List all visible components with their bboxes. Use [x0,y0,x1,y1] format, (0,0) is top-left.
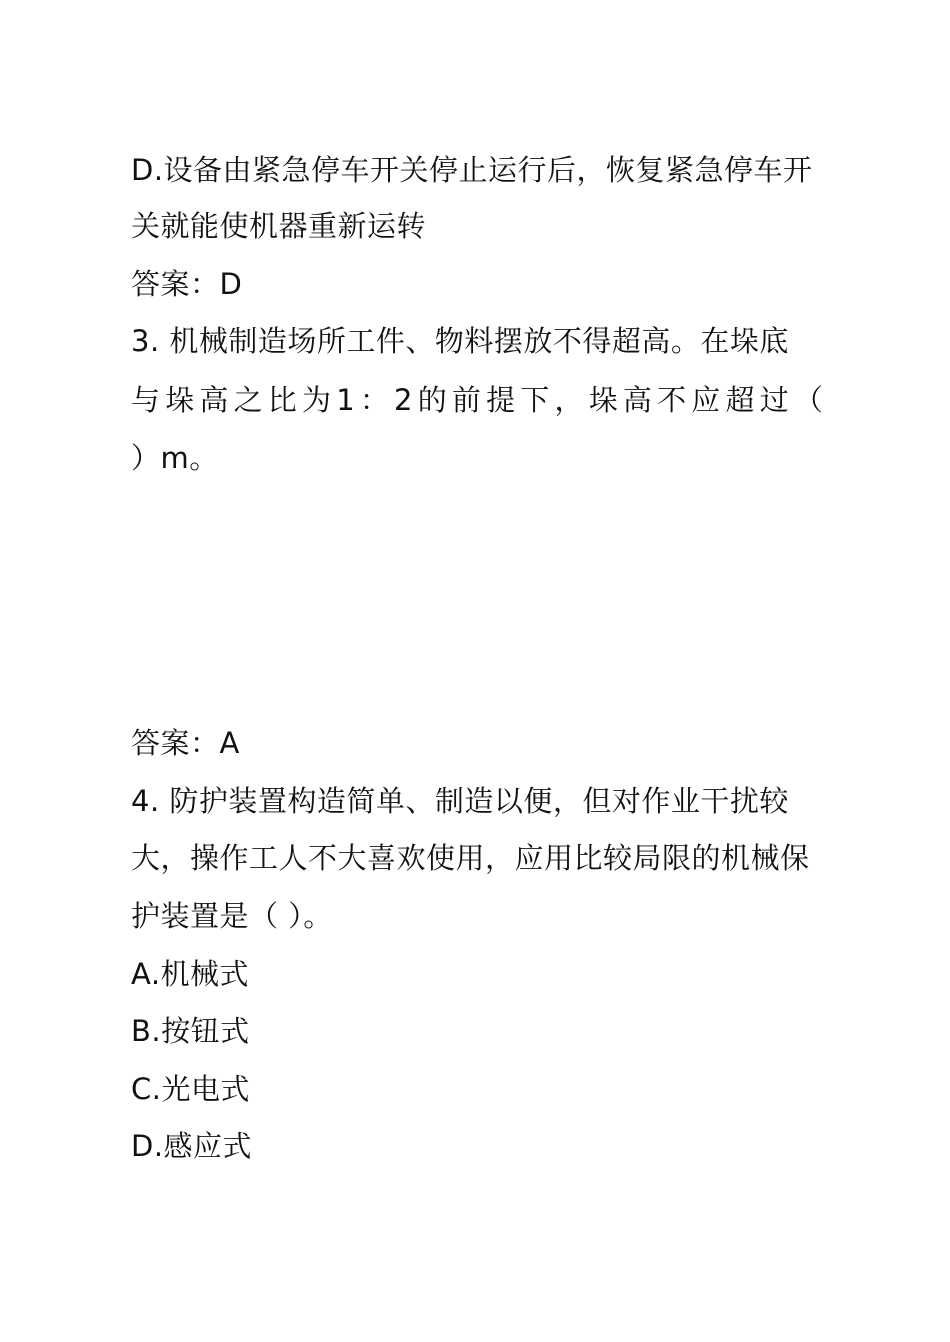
q2-option-d-line2: 关就能使机器重新运转 [131,209,427,243]
q3-answer: 答案：A [131,726,240,760]
q3-stem-line2: 与垛高之比为1：2的前提下，垛高不应超过（ [131,383,829,417]
q2-answer: 答案：D [131,267,243,301]
q3-stem-line3: ）m。 [131,441,219,475]
q4-option-d: D.感应式 [131,1129,253,1163]
q4-option-b: B.按钮式 [131,1014,250,1048]
q4-stem-line1: 4. 防护装置构造简单、制造以便，但对作业干扰较 [131,784,789,818]
q4-stem-line3: 护装置是（ ）。 [131,899,333,933]
q4-stem-line2: 大，操作工人不大喜欢使用，应用比较局限的机械保 [131,841,810,875]
q3-stem-line1: 3. 机械制造场所工件、物料摆放不得超高。在垛底 [131,324,789,358]
q2-option-d-line1: D.设备由紧急停车开关停止运行后，恢复紧急停车开 [131,153,813,187]
q4-option-c: C.光电式 [131,1072,250,1106]
q4-option-a: A.机械式 [131,957,250,991]
